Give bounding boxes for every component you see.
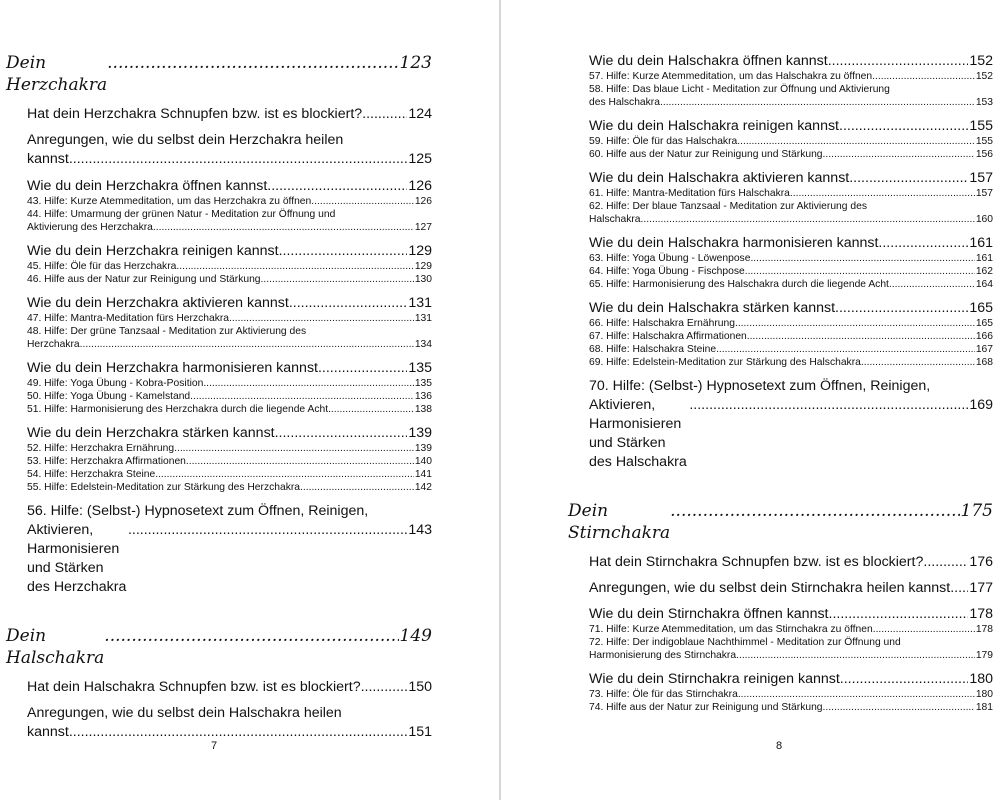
dot-leader <box>872 70 975 83</box>
toc-section <box>568 234 993 291</box>
subsection-entry <box>6 312 432 325</box>
subsection-page: 139 <box>414 443 432 454</box>
section-page: 157 <box>969 170 993 186</box>
dot-leader <box>641 213 975 226</box>
chapter-title: Dein Stirnchakra <box>568 501 671 543</box>
dot-leader <box>261 273 414 286</box>
section-entry <box>6 242 432 260</box>
dot-leader <box>849 169 968 187</box>
subsection-entry <box>6 195 432 208</box>
subsection-page: 127 <box>414 222 432 233</box>
subsection-page: 168 <box>975 357 993 368</box>
section-page: 177 <box>969 580 993 596</box>
section-page: 139 <box>408 425 432 441</box>
section-entry <box>6 177 432 195</box>
section-page: 143 <box>408 522 432 538</box>
dot-leader <box>839 117 968 135</box>
subsection-title-line2: des Halschakra <box>589 97 660 108</box>
subsection-title: 50. Hilfe: Yoga Übung - Kamelstand <box>27 391 191 402</box>
toc-section <box>568 299 993 369</box>
subsection-entry <box>6 390 432 403</box>
section-entry <box>568 169 993 187</box>
section-entry <box>568 52 993 70</box>
subsection-page: 181 <box>975 702 993 713</box>
toc-section <box>6 242 432 286</box>
section-entry <box>6 294 432 312</box>
toc-section <box>568 117 993 161</box>
subsection-title-line2: Aktivierung des Herzchakra <box>27 222 153 233</box>
subsection-entry <box>568 252 993 265</box>
subsection-title-line2: Harmonisierung des Stirnchakra <box>589 650 737 661</box>
section-title: Wie du dein Herzchakra aktivieren kannst <box>27 295 289 311</box>
section-page: 125 <box>408 151 432 167</box>
section-entry-lastline <box>27 723 432 742</box>
subsection-page: 140 <box>414 456 432 467</box>
section-title: Wie du dein Halschakra öffnen kannst <box>589 53 828 69</box>
subsection-page: 166 <box>975 331 993 342</box>
dot-leader <box>279 242 408 260</box>
subsection-entry <box>6 481 432 494</box>
section-page: 180 <box>969 671 993 687</box>
subsection-title: 45. Hilfe: Öle für das Herzchakra <box>27 261 177 272</box>
dot-leader <box>275 424 408 442</box>
subsection-title: 69. Hilfe: Edelstein-Meditation zur Stärkung des Halschakra <box>589 357 861 368</box>
subsection-title: 68. Hilfe: Halschakra Steine <box>589 344 717 355</box>
dot-leader <box>823 148 975 161</box>
subsection-entry <box>6 455 432 468</box>
section-entry-lastline <box>27 150 432 169</box>
page-spine-divider <box>499 0 501 800</box>
dot-leader <box>289 294 408 312</box>
section-title: Wie du dein Herzchakra öffnen kannst <box>27 178 268 194</box>
dot-leader <box>660 96 975 109</box>
section-title-line1: Anregungen, wie du selbst dein Halschakra heilen <box>27 705 342 721</box>
chapter-page: 175 <box>960 501 993 521</box>
dot-leader <box>823 701 975 714</box>
subsection-entry-lastline <box>589 213 993 226</box>
subsection-title-line1: 44. Hilfe: Umarmung der grünen Natur - Meditation zur Öffnung und <box>27 209 336 220</box>
subsection-page: 134 <box>414 339 432 350</box>
page-8-toc <box>568 52 993 714</box>
chapter-heading <box>6 52 432 96</box>
subsection-entry <box>6 403 432 416</box>
subsection-entry <box>6 377 432 390</box>
dot-leader <box>738 688 975 701</box>
subsection-entry <box>568 356 993 369</box>
section-page: 126 <box>408 178 432 194</box>
subsection-page: 130 <box>414 274 432 285</box>
subsection-entry-multiline <box>6 208 432 234</box>
subsection-title: 46. Hilfe aus der Natur zur Reinigung und Stärkung <box>27 274 261 285</box>
subsection-entry <box>568 278 993 291</box>
chapter-title: Dein Halschakra <box>6 626 105 668</box>
dot-leader <box>737 135 975 148</box>
subsection-title: 57. Hilfe: Kurze Atemmeditation, um das Halschakra zu öffnen <box>589 71 873 82</box>
dot-leader <box>861 356 975 369</box>
section-title: Wie du dein Herzchakra stärken kannst <box>27 425 275 441</box>
subsection-entry <box>6 442 432 455</box>
subsection-page: 153 <box>975 97 993 108</box>
subsection-entry <box>568 70 993 83</box>
section-title: Wie du dein Halschakra stärken kannst <box>589 300 836 316</box>
subsection-entry-lastline <box>589 649 993 662</box>
chapter-title: Dein Herzchakra <box>6 53 108 95</box>
dot-leader <box>190 390 414 403</box>
section-entry <box>568 234 993 252</box>
toc-section <box>6 704 432 742</box>
subsection-page: 180 <box>975 689 993 700</box>
section-page: 129 <box>408 243 432 259</box>
subsection-title: 65. Hilfe: Harmonisierung des Halschakra durch die liegende Acht <box>589 279 889 290</box>
subsection-entry <box>6 273 432 286</box>
section-page: 169 <box>969 397 993 413</box>
subsection-entry <box>568 688 993 701</box>
section-page: 178 <box>969 606 993 622</box>
subsection-title: 60. Hilfe aus der Natur zur Reinigung und Stärkung <box>589 149 823 160</box>
section-page: 176 <box>969 554 993 570</box>
toc-section <box>6 131 432 169</box>
section-entry <box>6 105 432 123</box>
subsection-entry <box>568 330 993 343</box>
subsection-title: 59. Hilfe: Öle für das Halschakra <box>589 136 738 147</box>
toc-section <box>6 294 432 351</box>
dot-leader <box>747 330 975 343</box>
section-title: Hat dein Halschakra Schnupfen bzw. ist es blockiert? <box>27 679 361 695</box>
section-title: Wie du dein Stirnchakra reinigen kannst <box>589 671 840 687</box>
subsection-page: 157 <box>975 188 993 199</box>
dot-leader <box>80 338 414 351</box>
subsection-page: 136 <box>414 391 432 402</box>
subsection-page: 162 <box>975 266 993 277</box>
section-title-line2: Aktivieren, Harmonisieren und Stärken des Herzchakra <box>27 522 127 595</box>
section-entry-multiline <box>6 704 432 742</box>
subsection-page: 152 <box>975 71 993 82</box>
section-page: 131 <box>408 295 432 311</box>
page-7-toc <box>6 52 432 742</box>
section-entry <box>6 359 432 377</box>
chapter-heading <box>568 500 993 544</box>
section-page: 165 <box>969 300 993 316</box>
toc-section <box>568 377 993 472</box>
subsection-title: 51. Hilfe: Harmonisierung des Herzchakra durch die liegende Acht <box>27 404 329 415</box>
subsection-title-line1: 58. Hilfe: Das blaue Licht - Meditation zur Öffnung und Aktivierung <box>589 84 890 95</box>
dot-leader <box>328 403 414 416</box>
section-page: 152 <box>969 53 993 69</box>
dot-leader <box>361 678 408 696</box>
section-page: 124 <box>408 106 432 122</box>
subsection-page: 126 <box>414 196 432 207</box>
section-page: 135 <box>408 360 432 376</box>
dot-leader <box>69 150 408 169</box>
dot-leader <box>828 52 969 70</box>
subsection-title: 64. Hilfe: Yoga Übung - Fischpose <box>589 266 745 277</box>
section-title: Wie du dein Halschakra aktivieren kannst <box>589 170 850 186</box>
subsection-page: 141 <box>414 469 432 480</box>
toc-section <box>568 169 993 226</box>
dot-leader <box>670 500 959 522</box>
subsection-page: 179 <box>975 650 993 661</box>
dot-leader <box>155 468 414 481</box>
subsection-title: 49. Hilfe: Yoga Übung - Kobra-Position <box>27 378 204 389</box>
dot-leader <box>750 252 974 265</box>
dot-leader <box>835 299 968 317</box>
page-number-left: 7 <box>211 740 218 752</box>
subsection-page: 156 <box>975 149 993 160</box>
subsection-page: 167 <box>975 344 993 355</box>
subsection-page: 135 <box>414 378 432 389</box>
subsection-entry <box>568 623 993 636</box>
section-entry-lastline <box>27 521 432 597</box>
subsection-title-line1: 48. Hilfe: Der grüne Tanzsaal - Meditation zur Aktivierung des <box>27 326 307 337</box>
section-title: Wie du dein Herzchakra reinigen kannst <box>27 243 279 259</box>
dot-leader <box>829 605 969 623</box>
dot-leader <box>203 377 414 390</box>
subsection-title: 53. Hilfe: Herzchakra Affirmationen <box>27 456 186 467</box>
dot-leader <box>689 396 968 415</box>
subsection-page: 161 <box>975 253 993 264</box>
dot-leader <box>153 221 414 234</box>
subsection-title: 54. Hilfe: Herzchakra Steine <box>27 469 156 480</box>
section-title: Hat dein Stirnchakra Schnupfen bzw. ist es blockiert? <box>589 554 924 570</box>
section-title-line2: kannst <box>27 151 69 167</box>
dot-leader <box>736 649 975 662</box>
subsection-title: 63. Hilfe: Yoga Übung - Löwenpose <box>589 253 751 264</box>
section-title-line2: Aktivieren, Harmonisieren und Stärken des Halschakra <box>589 397 687 470</box>
toc-section <box>6 502 432 597</box>
section-entry-lastline <box>589 396 993 472</box>
subsection-title: 74. Hilfe aus der Natur zur Reinigung und Stärkung <box>589 702 823 713</box>
dot-leader <box>107 52 398 74</box>
subsection-entry <box>568 701 993 714</box>
dot-leader <box>176 260 413 273</box>
section-entry-multiline <box>6 502 432 597</box>
subsection-title: 67. Hilfe: Halschakra Affirmationen <box>589 331 747 342</box>
dot-leader <box>950 579 968 597</box>
subsection-page: 178 <box>975 624 993 635</box>
section-title: Wie du dein Herzchakra harmonisieren kannst <box>27 360 318 376</box>
subsection-entry <box>6 260 432 273</box>
toc-section <box>568 605 993 662</box>
subsection-entry-lastline <box>589 96 993 109</box>
subsection-entry-multiline <box>568 636 993 662</box>
section-title-line2: kannst <box>27 724 69 740</box>
subsection-page: 131 <box>414 313 432 324</box>
subsection-title: 66. Hilfe: Halschakra Ernährung <box>589 318 735 329</box>
dot-leader <box>318 359 407 377</box>
dot-leader <box>186 455 414 468</box>
subsection-entry-lastline <box>27 338 432 351</box>
section-page: 150 <box>408 679 432 695</box>
chapter-heading <box>6 625 432 669</box>
dot-leader <box>69 723 408 742</box>
toc-section <box>6 177 432 234</box>
subsection-page: 129 <box>414 261 432 272</box>
dot-leader <box>311 195 414 208</box>
dot-leader <box>873 623 975 636</box>
subsection-title: 47. Hilfe: Mantra-Meditation fürs Herzchakra <box>27 313 230 324</box>
toc-section <box>6 359 432 416</box>
subsection-entry <box>568 317 993 330</box>
subsection-title: 43. Hilfe: Kurze Atemmeditation, um das Herzchakra zu öffnen <box>27 196 312 207</box>
toc-section <box>568 670 993 714</box>
subsection-title: 61. Hilfe: Mantra-Meditation fürs Halschakra <box>589 188 790 199</box>
subsection-entry-lastline <box>27 221 432 234</box>
section-entry-multiline <box>568 377 993 472</box>
subsection-title: 52. Hilfe: Herzchakra Ernährung <box>27 443 175 454</box>
section-entry <box>6 424 432 442</box>
section-title-line1: 56. Hilfe: (Selbst-) Hypnosetext zum Öffnen, Reinigen, <box>27 503 369 519</box>
subsection-title-line1: 72. Hilfe: Der indigoblaue Nachthimmel - Meditation zur Öffnung und <box>589 637 901 648</box>
subsection-title-line2: Herzchakra <box>27 339 80 350</box>
section-page: 155 <box>969 118 993 134</box>
section-entry <box>568 579 993 597</box>
subsection-title: 71. Hilfe: Kurze Atemmeditation, um das Stirnchakra zu öffnen <box>589 624 873 635</box>
subsection-entry <box>568 148 993 161</box>
section-entry <box>568 117 993 135</box>
subsection-title: 55. Hilfe: Edelstein-Meditation zur Stärkung des Herzchakra <box>27 482 300 493</box>
section-entry <box>568 299 993 317</box>
dot-leader <box>104 625 398 647</box>
toc-section <box>6 678 432 696</box>
subsection-page: 164 <box>975 279 993 290</box>
dot-leader <box>174 442 414 455</box>
dot-leader <box>878 234 968 252</box>
toc-section <box>6 424 432 494</box>
dot-leader <box>267 177 407 195</box>
section-entry <box>568 670 993 688</box>
subsection-title: 73. Hilfe: Öle für das Stirnchakra <box>589 689 738 700</box>
subsection-entry <box>568 187 993 200</box>
section-page: 161 <box>969 235 993 251</box>
dot-leader <box>362 105 407 123</box>
subsection-page: 160 <box>975 214 993 225</box>
dot-leader <box>300 481 414 494</box>
subsection-entry <box>6 468 432 481</box>
chapter-page: 123 <box>399 53 432 73</box>
subsection-page: 138 <box>414 404 432 415</box>
subsection-page: 142 <box>414 482 432 493</box>
subsection-title-line1: 62. Hilfe: Der blaue Tanzsaal - Meditation zur Aktivierung des <box>589 201 867 212</box>
subsection-entry-multiline <box>568 83 993 109</box>
page-number-right: 8 <box>776 740 783 752</box>
chapter-page: 149 <box>399 626 432 646</box>
subsection-page: 155 <box>975 136 993 147</box>
dot-leader <box>735 317 975 330</box>
dot-leader <box>790 187 975 200</box>
dot-leader <box>229 312 414 325</box>
subsection-entry-multiline <box>6 325 432 351</box>
section-title: Wie du dein Halschakra harmonisieren kannst <box>589 235 879 251</box>
subsection-entry <box>568 265 993 278</box>
subsection-entry <box>568 343 993 356</box>
subsection-entry-multiline <box>568 200 993 226</box>
toc-section <box>568 579 993 597</box>
toc-section <box>568 52 993 109</box>
subsection-page: 165 <box>975 318 993 329</box>
dot-leader <box>745 265 975 278</box>
dot-leader <box>128 521 407 540</box>
section-entry-multiline <box>6 131 432 169</box>
section-title: Wie du dein Stirnchakra öffnen kannst <box>589 606 829 622</box>
section-title-line1: 70. Hilfe: (Selbst-) Hypnosetext zum Öffnen, Reinigen, <box>589 378 931 394</box>
dot-leader <box>923 553 968 571</box>
subsection-entry <box>568 135 993 148</box>
section-entry <box>568 553 993 571</box>
section-page: 151 <box>408 724 432 740</box>
dot-leader <box>840 670 969 688</box>
section-entry <box>568 605 993 623</box>
toc-section <box>6 105 432 123</box>
section-title: Anregungen, wie du selbst dein Stirnchakra heilen kannst <box>589 580 951 596</box>
section-title: Hat dein Herzchakra Schnupfen bzw. ist es blockiert? <box>27 106 363 122</box>
dot-leader <box>889 278 975 291</box>
toc-section <box>568 553 993 571</box>
section-title: Wie du dein Halschakra reinigen kannst <box>589 118 839 134</box>
section-title-line1: Anregungen, wie du selbst dein Herzchakra heilen <box>27 132 344 148</box>
subsection-title-line2: Halschakra <box>589 214 641 225</box>
section-entry <box>6 678 432 696</box>
dot-leader <box>716 343 975 356</box>
